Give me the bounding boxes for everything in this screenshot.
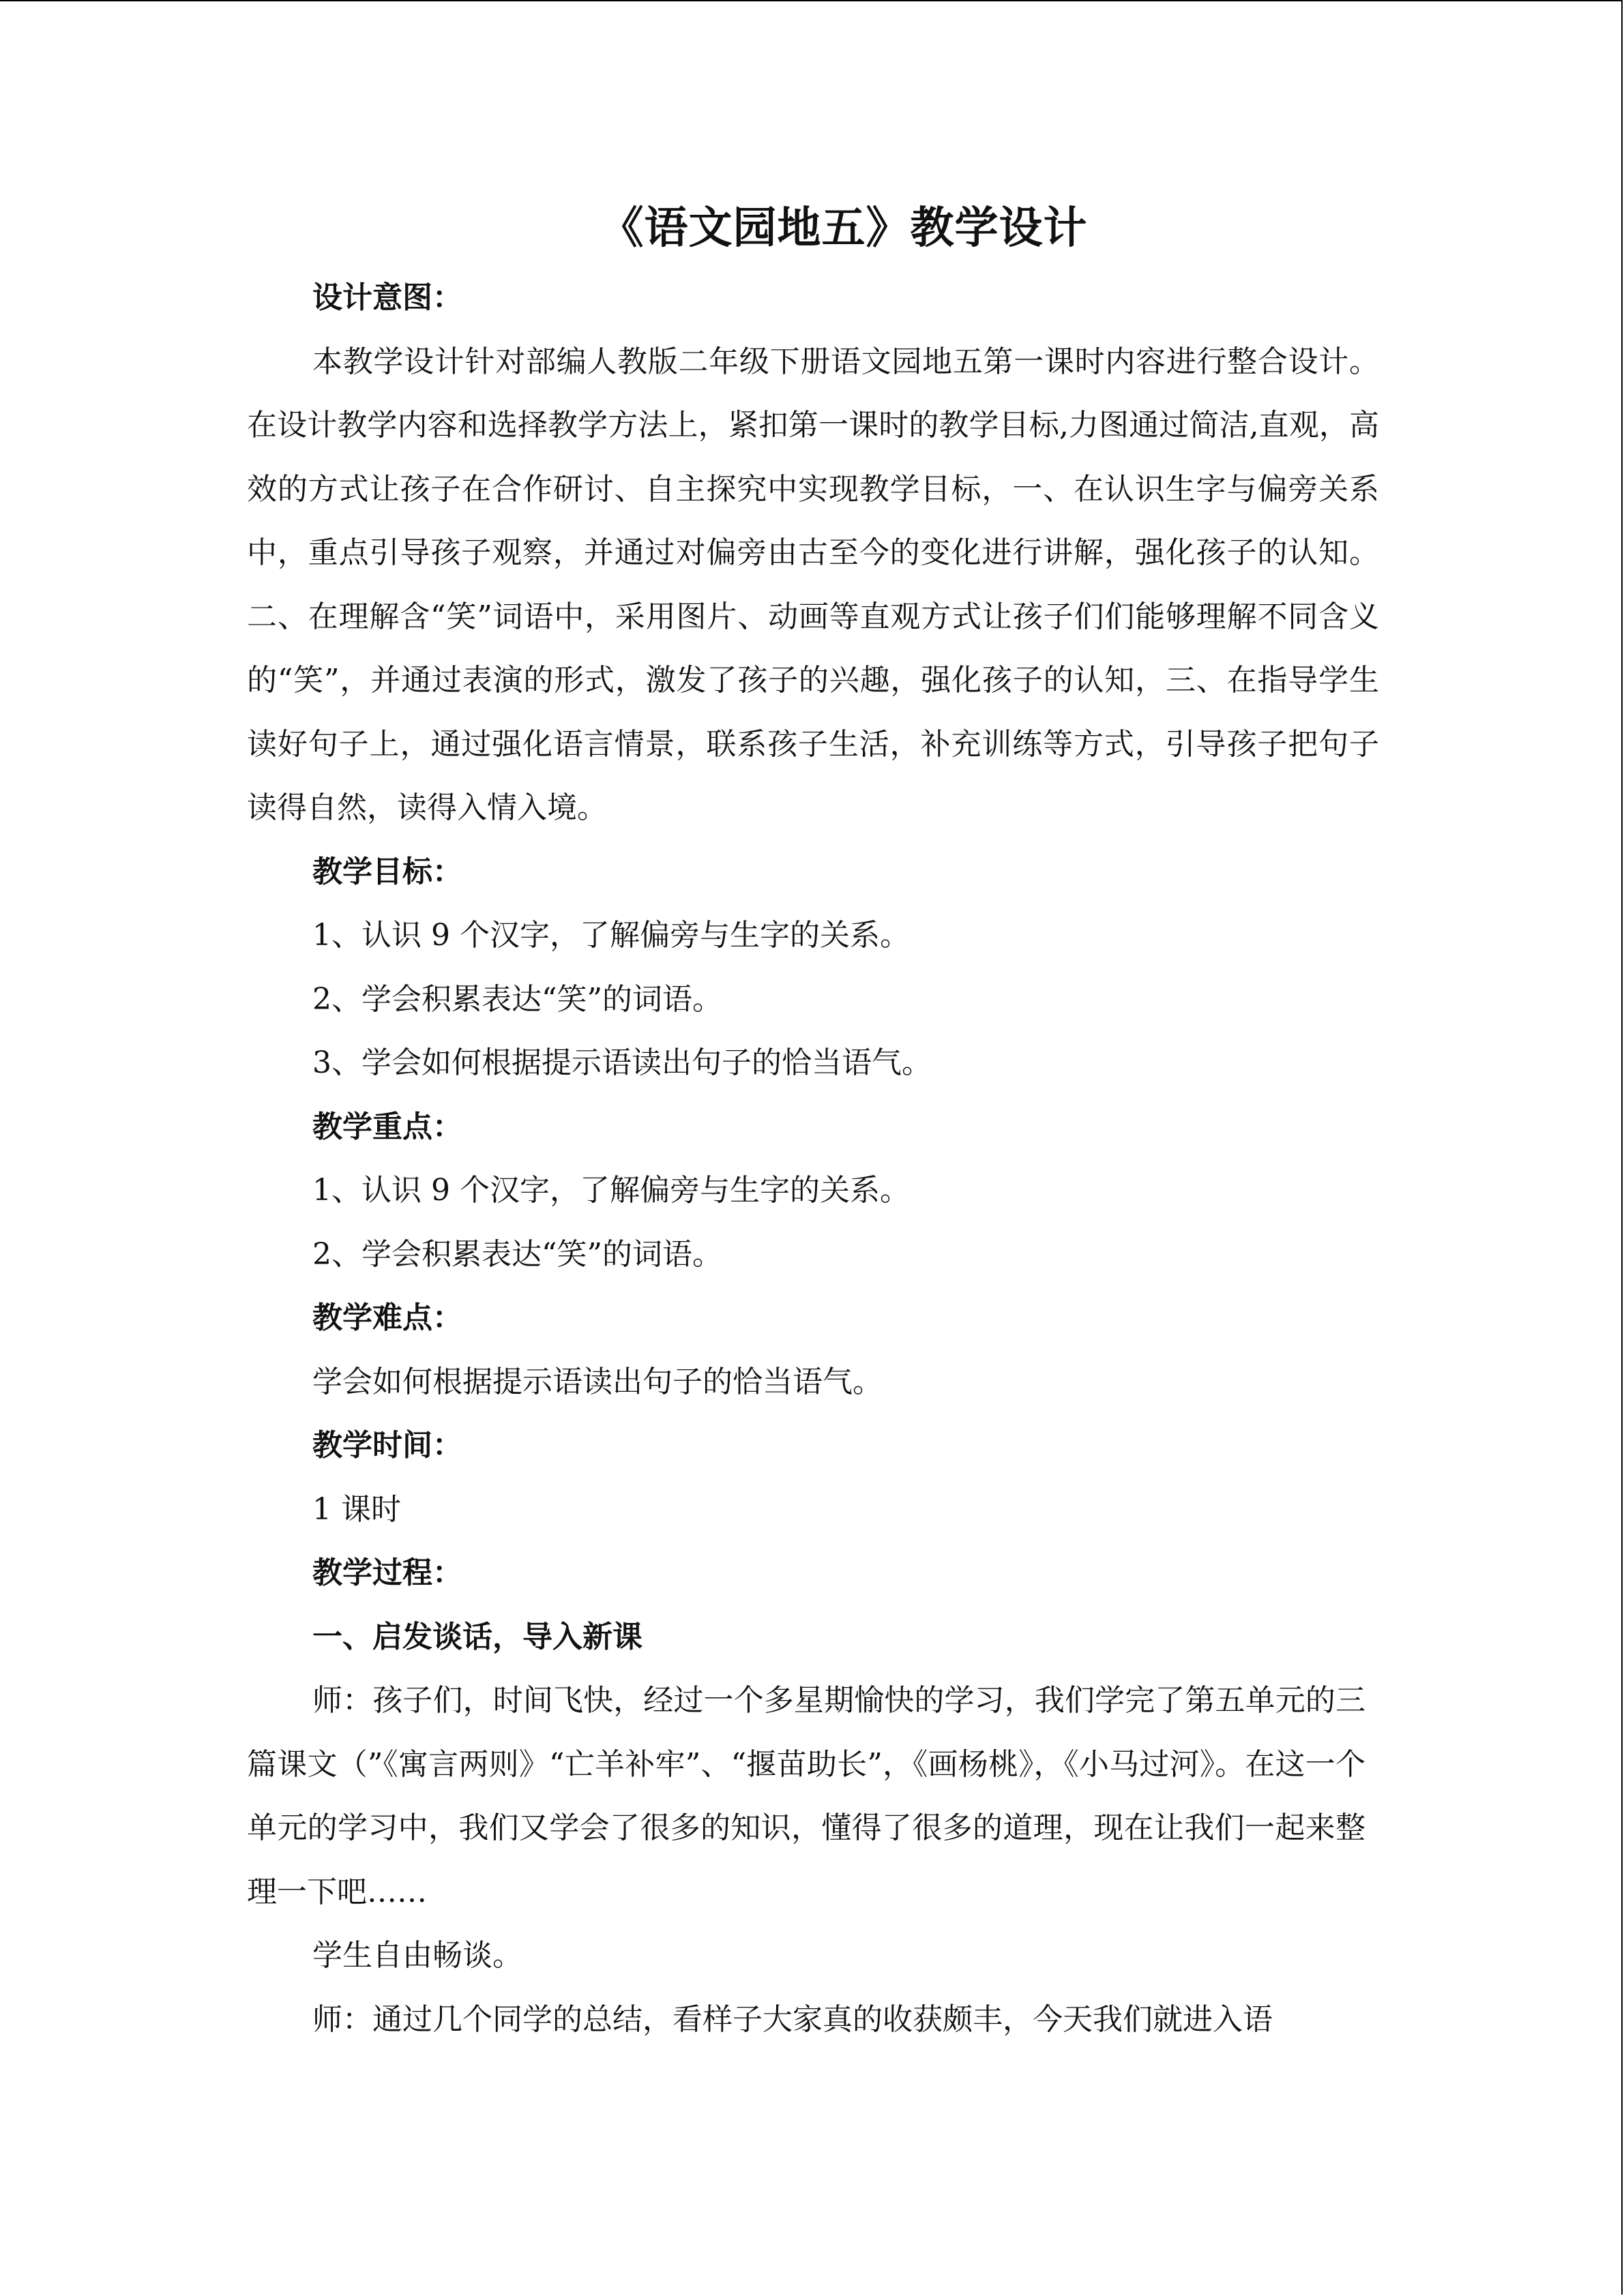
goal-item-1: 1、认识 9 个汉字，了解偏旁与生字的关系。 <box>312 918 910 953</box>
step1-heading: 一、启发谈话，导入新课 <box>312 1619 643 1654</box>
teacher-text: 师：通过几个同学的总结，看样子大家真的收获颇丰，今天我们就进入语 <box>312 2001 1273 2037</box>
goal-item-2: 2、学会积累表达“笑”的词语。 <box>312 981 722 1017</box>
process-heading: 教学过程： <box>312 1555 462 1590</box>
key-point-item-1: 1、认识 9 个汉字，了解偏旁与生字的关系。 <box>312 1173 910 1208</box>
time-heading: 教学时间： <box>312 1428 462 1463</box>
difficulty-heading: 教学难点： <box>312 1300 462 1335</box>
time-text: 1 课时 <box>312 1491 401 1527</box>
difficulty-text: 学会如何根据提示语读出句子的恰当语气。 <box>312 1364 883 1399</box>
step1-paragraph: 师：孩子们，时间飞快，经过一个多星期愉快的学习，我们学完了第五单元的三篇课文（”《寓言两则》“亡羊补牢”、“揠苗助长”，《画杨桃》，《小马过河》。在这一个单元的学习中，我们又学会了很多的知识，懂得了很多的道理，现在让我们一起来整理一下吧…… <box>247 1683 1365 1909</box>
document-body <box>247 191 1379 2051</box>
document-title: 《语文园地五》教学设计 <box>600 203 1088 254</box>
goals-heading: 教学目标： <box>312 854 462 889</box>
goal-item-3: 3、学会如何根据提示语读出句子的恰当语气。 <box>312 1045 932 1080</box>
key-point-item-2: 2、学会积累表达“笑”的词语。 <box>312 1236 722 1272</box>
intent-paragraph: 本教学设计针对部编人教版二年级下册语文园地五第一课时内容进行整合设计。在设计教学内容和选择教学方法上，紧扣第一课时的教学目标,力图通过简洁,直观，高效的方式让孩子在合作研讨、自主探究中实现教学目标，一、在认识生字与偏旁关系中，重点引导孩子观察，并通过对偏旁由古至今的变化进行讲解，强化孩子的认知。二、在理解含“笑”词语中，采用图片、动画等直观方式让孩子们们能够理解不同含义的“笑”，并通过表演的形式，激发了孩子的兴趣，强化孩子的认知，三、在指导学生读好句子上，通过强化语言情景，联系孩子生活，补充训练等方式，引导孩子把句子读得自然，读得入情入境。 <box>247 344 1379 825</box>
student-text: 学生自由畅谈。 <box>312 1938 522 1973</box>
intent-heading: 设计意图： <box>312 280 462 315</box>
key-points-heading: 教学重点： <box>312 1109 462 1144</box>
